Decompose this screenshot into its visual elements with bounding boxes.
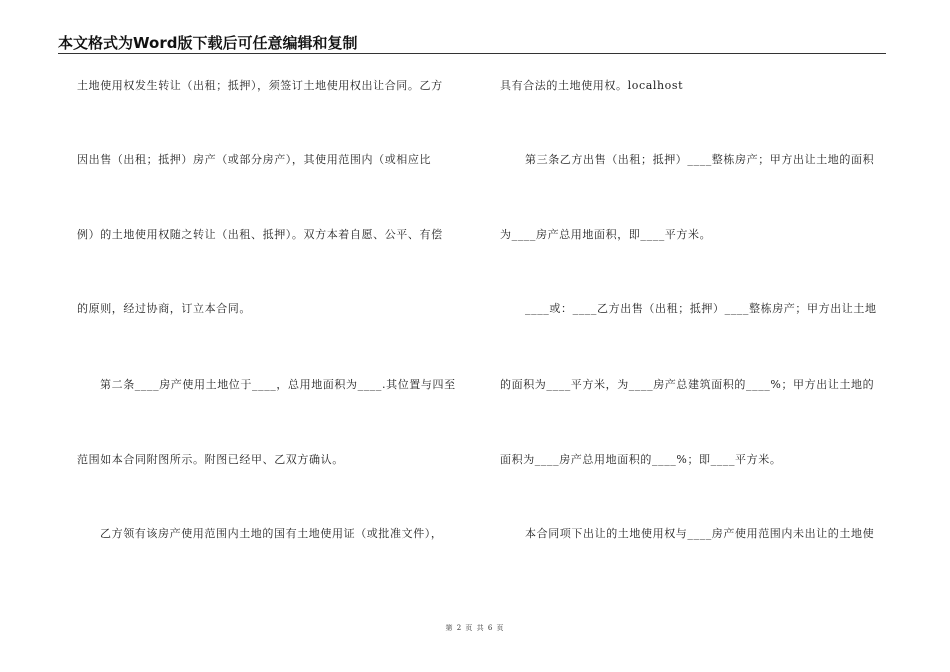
paragraph-line: 第三条乙方出售（出租；抵押）____整栋房产；甲方出让土地的面积 xyxy=(525,153,875,166)
page-number-footer: 第 2 页 共 6 页 xyxy=(445,624,505,632)
paragraph-line: 例）的土地使用权随之转让（出租、抵押）。双方本着自愿、公平、有偿 xyxy=(77,228,443,241)
paragraph-line: 乙方领有该房产使用范围内土地的国有土地使用证（或批准文件）， xyxy=(100,527,443,540)
paragraph-line: 的原则，经过协商，订立本合同。 xyxy=(77,302,251,315)
paragraph-line: 本合同项下出让的土地使用权与____房产使用范围内未出让的土地使 xyxy=(525,527,875,540)
paragraph-line: ____或：____乙方出售（出租；抵押）____整栋房产；甲方出让土地 xyxy=(525,302,877,315)
document-header-title: 本文格式为Word版下载后可任意编辑和复制 xyxy=(58,34,886,54)
paragraph-line: 因出售（出租；抵押）房产（或部分房产），其使用范围内（或相应比 xyxy=(77,153,432,166)
paragraph-line: 面积为____房产总用地面积的____%；即____平方米。 xyxy=(500,453,782,466)
paragraph-line: 范围如本合同附图所示。附图已经甲、乙双方确认。 xyxy=(77,453,344,466)
paragraph-line: 第二条____房产使用土地位于____，总用地面积为____.其位置与四至 xyxy=(100,378,456,391)
paragraph-line: 的面积为____平方米，为____房产总建筑面积的____%；甲方出让土地的 xyxy=(500,378,875,391)
paragraph-line: 为____房产总用地面积，即____平方米。 xyxy=(500,228,712,241)
paragraph-line: 土地使用权发生转让（出租；抵押），须签订土地使用权出让合同。乙方 xyxy=(77,79,443,92)
paragraph-line: 具有合法的土地使用权。localhost xyxy=(500,79,684,92)
